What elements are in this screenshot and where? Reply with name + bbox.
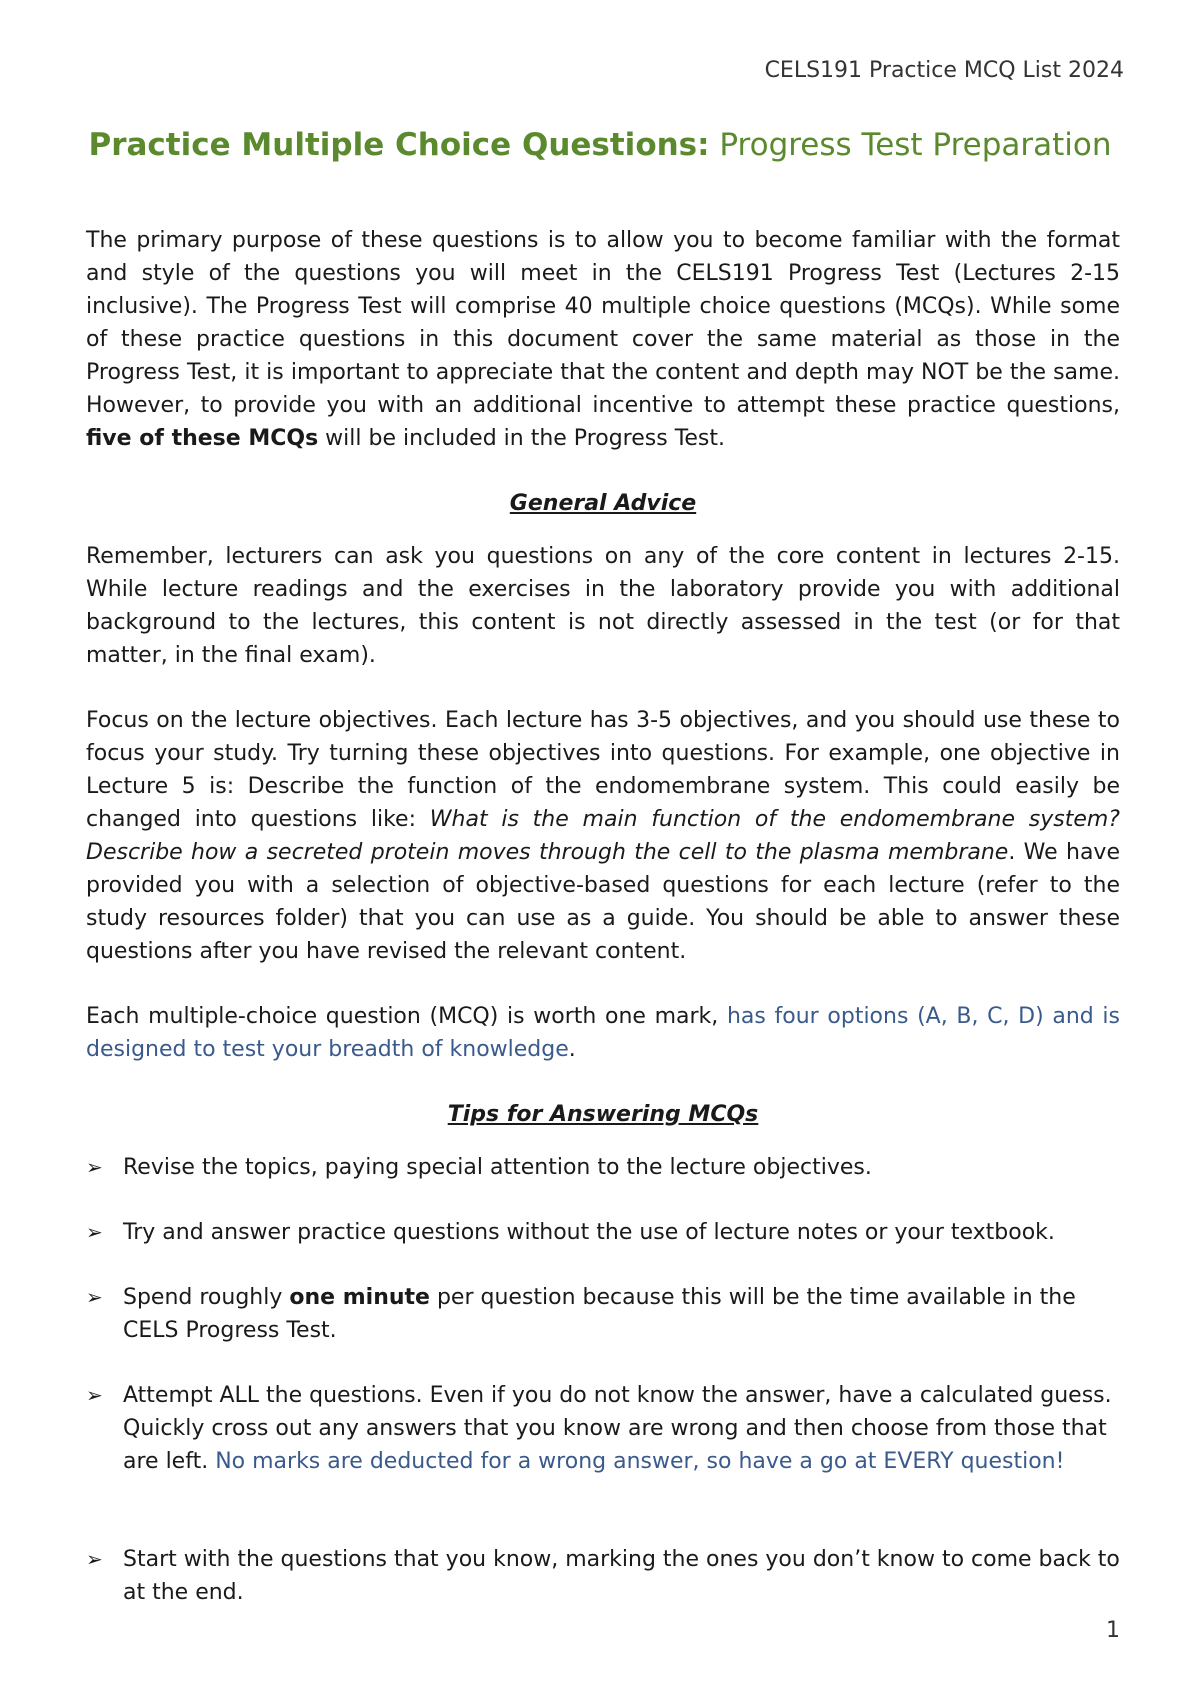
advice-p2-text-2: . We have provided you with a selection of objective-based questions for each lecture (refer to the study resources folder) that you can use as a guide. You should be able to answer these questions after you have revised the relevant content.	[86, 840, 1120, 964]
advice-p3-text-2: .	[568, 1037, 576, 1062]
title-bold-part: Practice Multiple Choice Questions:	[88, 127, 710, 163]
tip-item	[86, 1543, 1120, 1609]
intro-text-2: will be included in the Progress Test.	[318, 426, 726, 451]
title-regular-part: Progress Test Preparation	[709, 127, 1112, 163]
arrow-bullet-icon: ➢	[86, 1547, 103, 1571]
running-header: CELS191 Practice MCQ List 2024	[764, 58, 1124, 83]
advice-paragraph-2	[86, 704, 1120, 968]
advice-p3-blue: has four options (A, B, C, D) and is designed to test your breadth of knowledge	[86, 1004, 1121, 1062]
tip-text-part-1: Spend roughly	[123, 1285, 290, 1310]
tip-text: Start with the questions that you know, marking the ones you don’t know to come back to at the end.	[123, 1547, 1120, 1605]
tip-item	[86, 1379, 1120, 1478]
main-content	[86, 224, 1120, 1641]
arrow-bullet-icon: ➢	[86, 1285, 103, 1309]
advice-paragraph-3	[86, 1000, 1120, 1066]
arrow-bullet-icon: ➢	[86, 1155, 103, 1179]
intro-text-1: The primary purpose of these questions is to allow you to become familiar with the format and style of the questions you will meet in the CELS191 Progress Test (Lectures 2-15 inclusive). The Progress Test will comprise 40 multiple choice questions (MCQs). While some of these practice questions in this document cover the same material as those in the Progress Test, it is important to appreciate that the content and depth may NOT be the same. However, to provide you with an additional incentive to attempt these practice questions,	[86, 228, 1120, 418]
tip-text: Try and answer practice questions without the use of lecture notes or your textbook.	[123, 1220, 1055, 1245]
tip-text-part-1: Attempt ALL the questions. Even if you do not know the answer, have a calculated guess. Quickly cross out any answers that you know are wrong and then choose from those that are left.	[123, 1383, 1112, 1474]
tip-text: Revise the topics, paying special attention to the lecture objectives.	[123, 1155, 872, 1180]
tip-item	[86, 1281, 1120, 1347]
tip-item	[86, 1151, 1120, 1184]
intro-paragraph	[86, 224, 1120, 455]
page-title	[0, 127, 1200, 163]
tip-blue-text: No marks are deducted for a wrong answer, so have a go at EVERY question!	[215, 1449, 1065, 1474]
page-number: 1	[1106, 1618, 1120, 1643]
arrow-bullet-icon: ➢	[86, 1220, 103, 1244]
advice-p2-text-1: Focus on the lecture objectives. Each lecture has 3-5 objectives, and you should use these to focus your study. Try turning these objectives into questions. For example, one objective in Lecture 5 is: Describe the function of the endomembrane system. This could easily be changed into questions like:	[86, 708, 1120, 832]
general-advice-heading: General Advice	[509, 491, 697, 516]
tip-text-part-2: per question because this will be the time available in the CELS Progress Test.	[123, 1285, 1076, 1343]
tips-heading: Tips for Answering MCQs	[447, 1102, 759, 1127]
tips-list	[86, 1151, 1120, 1609]
tip-item	[86, 1216, 1120, 1249]
intro-bold-text: five of these MCQs	[86, 426, 319, 451]
arrow-bullet-icon: ➢	[86, 1383, 103, 1407]
advice-p3-text-1: Each multiple-choice question (MCQ) is worth one mark,	[86, 1004, 727, 1029]
advice-paragraph-1: Remember, lecturers can ask you questions on any of the core content in lectures 2-15. While lecture readings and the exercises in the laboratory provide you with additional background to the lectures, this content is not directly assessed in the test (or for that matter, in the final exam).	[86, 544, 1120, 668]
tip-bold-text: one minute	[289, 1285, 430, 1310]
advice-p2-italic: What is the main function of the endomembrane system? Describe how a secreted protein moves through the cell to the plasma membrane	[86, 807, 1120, 865]
